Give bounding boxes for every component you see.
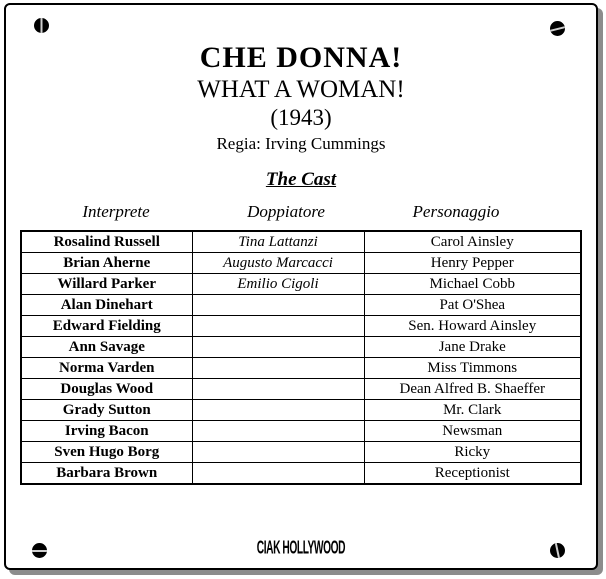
table-cell: Michael Cobb (364, 274, 581, 295)
table-row (21, 274, 581, 295)
table-row (21, 400, 581, 421)
table-cell: Brian Aherne (21, 253, 192, 274)
table-row (21, 231, 581, 253)
cast-column-headers (21, 202, 581, 222)
table-cell: Tina Lattanzi (192, 231, 364, 253)
table-cell: Douglas Wood (21, 379, 192, 400)
table-cell (192, 316, 364, 337)
table-cell: Alan Dinehart (21, 295, 192, 316)
column-header-doppiatore: Doppiatore (247, 202, 325, 221)
table-row (21, 421, 581, 442)
table-cell: Receptionist (364, 463, 581, 485)
table-cell: Carol Ainsley (364, 231, 581, 253)
table-cell: Willard Parker (21, 274, 192, 295)
table-row (21, 463, 581, 485)
table-cell: Mr. Clark (364, 400, 581, 421)
table-cell: Emilio Cigoli (192, 274, 364, 295)
screw-icon (550, 21, 565, 36)
cast-section-heading: The Cast (265, 169, 337, 190)
table-cell: Edward Fielding (21, 316, 192, 337)
table-cell: Newsman (364, 421, 581, 442)
table-cell: Barbara Brown (21, 463, 192, 485)
title-english: WHAT A WOMAN! (197, 76, 405, 103)
table-cell (192, 337, 364, 358)
table-row (21, 379, 581, 400)
card-content (6, 42, 596, 485)
screw-slot (41, 18, 43, 33)
ciak-hollywood-logo (6, 536, 596, 560)
table-cell: Pat O'Shea (364, 295, 581, 316)
screw-slot (550, 25, 565, 32)
table-cell: Ricky (364, 442, 581, 463)
table-cell: Jane Drake (364, 337, 581, 358)
table-cell: Augusto Marcacci (192, 253, 364, 274)
table-cell: Sen. Howard Ainsley (364, 316, 581, 337)
table-cell: Henry Pepper (364, 253, 581, 274)
cast-table (20, 230, 582, 485)
director-credit: Regia: Irving Cummings (216, 134, 386, 153)
table-cell: Norma Varden (21, 358, 192, 379)
release-year: (1943) (270, 105, 332, 130)
table-cell: Dean Alfred B. Shaeffer (364, 379, 581, 400)
logo-text: CIAK HOLLYWOOD (256, 536, 346, 558)
table-row (21, 442, 581, 463)
table-cell: Irving Bacon (21, 421, 192, 442)
column-header-interprete: Interprete (82, 202, 150, 221)
cast-table-body (21, 231, 581, 484)
column-header-personaggio: Personaggio (412, 202, 500, 221)
table-cell (192, 379, 364, 400)
table-cell: Grady Sutton (21, 400, 192, 421)
screw-icon (34, 18, 49, 33)
table-cell: Sven Hugo Borg (21, 442, 192, 463)
table-cell: Rosalind Russell (21, 231, 192, 253)
table-cell (192, 421, 364, 442)
table-row (21, 358, 581, 379)
table-row (21, 253, 581, 274)
table-cell (192, 400, 364, 421)
table-row (21, 316, 581, 337)
title-italian: CHE DONNA! (199, 41, 403, 74)
table-row (21, 295, 581, 316)
movie-card-page (4, 3, 598, 570)
table-cell: Miss Timmons (364, 358, 581, 379)
table-cell (192, 358, 364, 379)
table-cell (192, 442, 364, 463)
table-row (21, 337, 581, 358)
table-cell (192, 295, 364, 316)
table-cell (192, 463, 364, 485)
table-cell: Ann Savage (21, 337, 192, 358)
